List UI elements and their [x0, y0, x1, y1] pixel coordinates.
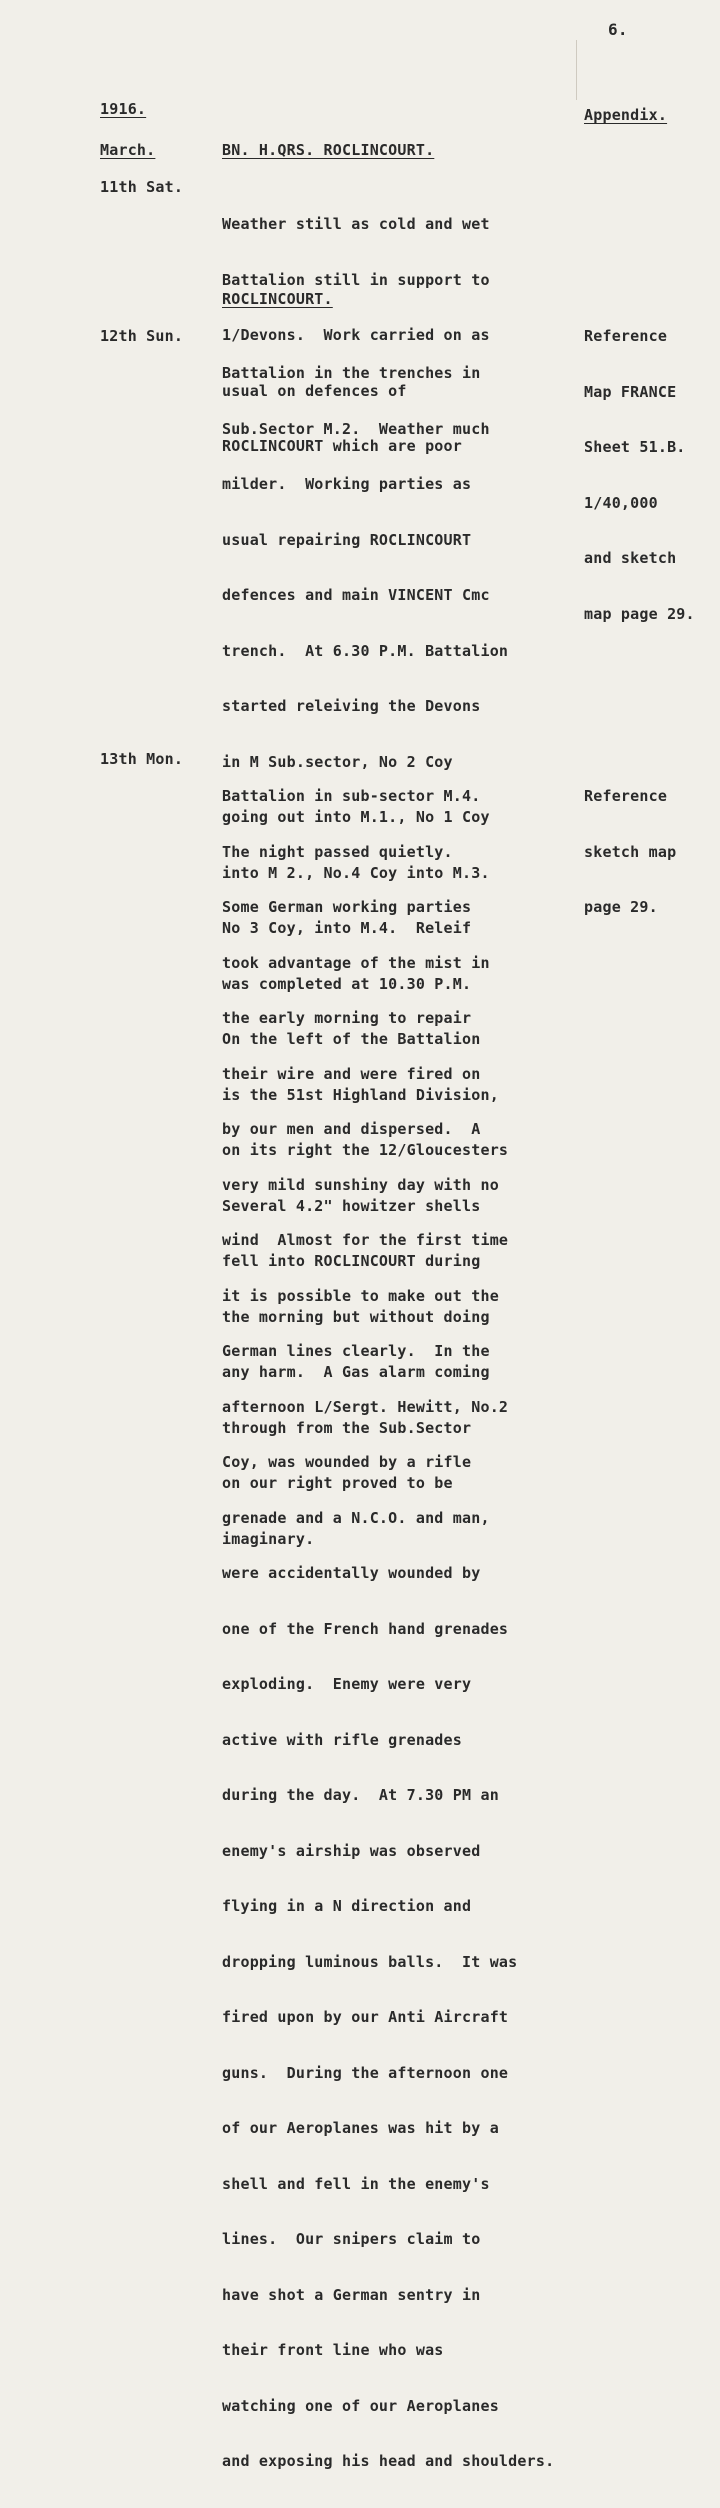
text-line: wind Almost for the first time — [222, 1231, 509, 1249]
text-line: Battalion in the trenches in — [222, 364, 481, 382]
text-line: the morning but without doing — [222, 1307, 490, 1326]
text-line: German lines clearly. In the — [222, 1342, 490, 1360]
page-number: 6. — [608, 20, 628, 39]
text-line: their wire and were fired on — [222, 1064, 481, 1083]
appendix-line: and sketch — [584, 549, 677, 567]
text-line: on its right the 12/Gloucesters — [222, 1141, 509, 1159]
text-line: exploding. Enemy were very — [222, 1675, 472, 1693]
text-line: of our Aeroplanes was hit by a — [222, 2119, 499, 2137]
text-line: took advantage of the mist in — [222, 953, 490, 972]
text-line: Weather still as cold and wet — [222, 215, 490, 233]
text-line: it is possible to make out the — [222, 1286, 499, 1305]
entry-date-12: 12th Sun. — [100, 327, 184, 345]
text-line: one of the French hand grenades — [222, 1619, 509, 1638]
appendix-line: sketch map — [584, 842, 677, 861]
margin-rule — [576, 40, 577, 100]
text-line: Coy, was wounded by a rifle — [222, 1453, 472, 1471]
text-line: into M 2., No.4 Coy into M.3. — [222, 863, 490, 882]
text-line: usual repairing ROCLINCOURT — [222, 530, 472, 549]
text-line: through from the Sub.Sector — [222, 1418, 472, 1437]
text-line: No 3 Coy, into M.4. Releif — [222, 919, 472, 937]
text-line: On the left of the Battalion — [222, 1030, 481, 1048]
text-line: Battalion in sub-sector M.4. — [222, 787, 481, 805]
entry-date-13: 13th Mon. — [100, 750, 184, 768]
appendix-line: Reference — [584, 327, 668, 345]
text-line: very mild sunshiny day with no — [222, 1175, 499, 1194]
text-line: in M Sub.sector, No 2 Coy — [222, 752, 453, 771]
appendix-line: Map FRANCE — [584, 382, 677, 401]
appendix-line: map page 29. — [584, 604, 695, 623]
appendix-line: page 29. — [584, 898, 658, 916]
battalion-hq-heading: BN. H.QRS. ROCLINCOURT. — [222, 141, 435, 159]
text-line: were accidentally wounded by — [222, 1564, 481, 1582]
text-line: during the day. At 7.30 PM an — [222, 1786, 499, 1804]
text-line: The night passed quietly. — [222, 842, 453, 861]
text-line: was completed at 10.30 P.M. — [222, 974, 472, 993]
text-line: going out into M.1., No 1 Coy — [222, 808, 490, 826]
year-heading: 1916. — [100, 100, 147, 118]
text-line: usual on defences of — [222, 381, 407, 400]
text-line: watching one of our Aeroplanes — [222, 2396, 499, 2415]
text-line: lines. Our snipers claim to — [222, 2230, 481, 2248]
text-line: imaginary. — [222, 1529, 315, 1548]
text-line: Several 4.2" howitzer shells — [222, 1196, 481, 1215]
text-line: their front line who was — [222, 2341, 444, 2359]
appendix-note-13 — [584, 750, 676, 954]
text-line: on our right proved to be — [222, 1474, 453, 1492]
month-heading: March. — [100, 141, 156, 159]
entry-body-13 — [222, 750, 554, 2508]
text-line: and exposing his head and shoulders. — [222, 2452, 555, 2470]
text-line: ROCLINCOURT which are poor — [222, 437, 462, 455]
appendix-heading: Appendix. — [584, 106, 668, 124]
text-line: flying in a N direction and — [222, 1897, 472, 1915]
text-line: afternoon L/Sergt. Hewitt, No.2 — [222, 1397, 509, 1416]
text-line: shell and fell in the enemy's — [222, 2174, 490, 2193]
text-line: enemy's airship was observed — [222, 1841, 481, 1860]
entry-date-11: 11th Sat. — [100, 178, 184, 196]
appendix-line: Sheet 51.B. — [584, 438, 686, 456]
text-line: any harm. A Gas alarm coming — [222, 1363, 490, 1381]
text-line: dropping luminous balls. It was — [222, 1952, 518, 1971]
text-line: fired upon by our Anti Aircraft — [222, 2008, 509, 2026]
text-line: the early morning to repair — [222, 1009, 472, 1027]
text-line: defences and main VINCENT Cmc — [222, 586, 490, 604]
text-line: trench. At 6.30 P.M. Battalion — [222, 641, 509, 660]
text-line: grenade and a N.C.O. and man, — [222, 1508, 490, 1527]
appendix-line: 1/40,000 — [584, 493, 658, 512]
text-line: Sub.Sector M.2. Weather much — [222, 419, 490, 438]
text-line: 1/Devons. Work carried on as — [222, 326, 490, 344]
location-heading: ROCLINCOURT. — [222, 290, 333, 308]
text-line: guns. During the afternoon one — [222, 2063, 509, 2082]
text-line: Some German working parties — [222, 898, 472, 916]
text-line: active with rifle grenades — [222, 1730, 462, 1749]
appendix-line: Reference — [584, 787, 668, 805]
text-line: Battalion still in support to — [222, 270, 490, 289]
text-line: have shot a German sentry in — [222, 2285, 481, 2304]
text-line: milder. Working parties as — [222, 475, 472, 493]
text-line: fell into ROCLINCOURT during — [222, 1252, 481, 1270]
text-line: by our men and dispersed. A — [222, 1120, 481, 1138]
text-line: started releiving the Devons — [222, 697, 481, 715]
text-line: is the 51st Highland Division, — [222, 1085, 499, 1104]
appendix-note-12 — [584, 290, 695, 660]
